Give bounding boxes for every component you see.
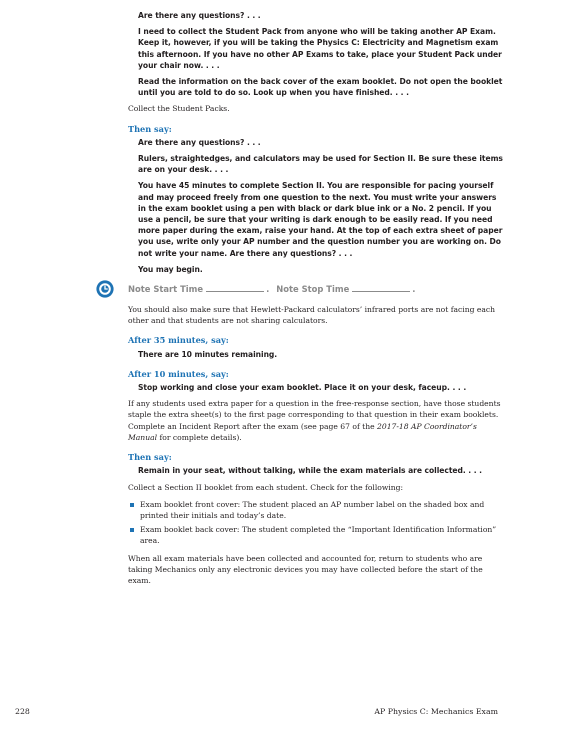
note-stop-label: Note Stop Time [276,284,350,295]
script-block-4 [138,382,506,393]
script-line: Rulers, straightedges, and calculators may be used for Section II. Be sure these items are on your desk. . . . [138,154,503,175]
script-line: Remain in your seat, without talking, while the exam materials are collected. . . . [138,466,482,476]
footer-exam-name: AP Physics C: Mechanics Exam [374,707,498,716]
end-period: . [412,284,416,295]
page-number: 228 [15,707,30,716]
cue-after-35: After 35 minutes, say: [128,335,229,346]
script-line: Read the information on the back cover of the exam booklet. Do not open the booklet until you are told to do so. Look up when you have finished. . . . [138,77,503,98]
square-bullet-icon [130,528,134,532]
extra-paper-part-2: for complete details). [157,432,242,442]
script-line: I need to collect the Student Pack from anyone who will be taking another AP Exam. Keep it, however, if you will be taking the Physics C: Electricity and Magnetism exam this afternoon. If you have no other AP Exams to take, place your Student Pack under your chair now. . . . [138,27,502,70]
list-item [128,499,506,521]
collect-booklet-text: Collect a Section II booklet from each student. Check for the following: [128,482,404,492]
script-line: Stop working and close your exam booklet. Place it on your desk, faceup. . . . [138,383,467,393]
start-time-blank [206,283,264,292]
script-line: Are there any questions? . . . [138,11,261,20]
note-times-row [128,280,506,298]
checklist [128,499,506,547]
list-item [128,524,506,546]
separator: . [266,284,270,295]
script-block-5 [138,465,506,476]
calculators-text: You should also make sure that Hewlett-Packard calculators’ infrared ports are not facing each other and that students are not sharing calculators. [128,305,496,326]
script-line: You may begin. [138,264,203,274]
collect-packs-text: Collect the Student Packs. [128,104,230,114]
cue-after-10: After 10 minutes, say: [128,368,229,379]
script-line: Are there any questions? . . . [138,137,261,147]
final-instructions-text: When all exam materials have been collected and accounted for, return to students who are taking Mechanics only any electronic devices you may have collected before the start of the exam. [128,553,483,585]
cue-then-say-2: Then say: [128,452,172,463]
clock-icon [96,280,114,298]
script-line: There are 10 minutes remaining. [138,349,278,359]
cue-then-say-1: Then say: [128,123,172,134]
script-block-1 [138,10,506,98]
page-content [128,10,506,592]
extra-paper-part-1: If any students used extra paper for a question in the free-response section, have those students staple the extra sheet(s) to the first page corresponding to that question in their exam booklets. Complete an Incident Report after the exam (see page 67 of the [128,399,501,431]
stop-time-blank [352,283,410,292]
extra-paper-text [128,398,506,443]
note-start-label: Note Start Time [128,284,204,295]
list-item-text: Exam booklet back cover: The student completed the “Important Identification Information” area. [140,525,497,546]
script-block-3 [138,349,506,360]
coordinator-manual-title: 2017-18 AP Coordinator’s Manual [128,421,477,442]
list-item-text: Exam booklet front cover: The student placed an AP number label on the shaded box and printed their initials and today’s date. [140,499,485,520]
square-bullet-icon [130,503,134,507]
script-line: You have 45 minutes to complete Section II. You are responsible for pacing yourself and may proceed freely from one question to the next. You must write your answers in the exam booklet using a pen with black or dark blue ink or a No. 2 pencil. If you use a pencil, be sure that your writing is dark enough to be easily read. If you need more paper during the exam, raise your hand. At the top of each extra sheet of paper you use, write only your AP number and the question number you are working on. Do not write your name. Are there any questions? . . . [138,181,503,258]
script-block-2 [138,137,506,275]
